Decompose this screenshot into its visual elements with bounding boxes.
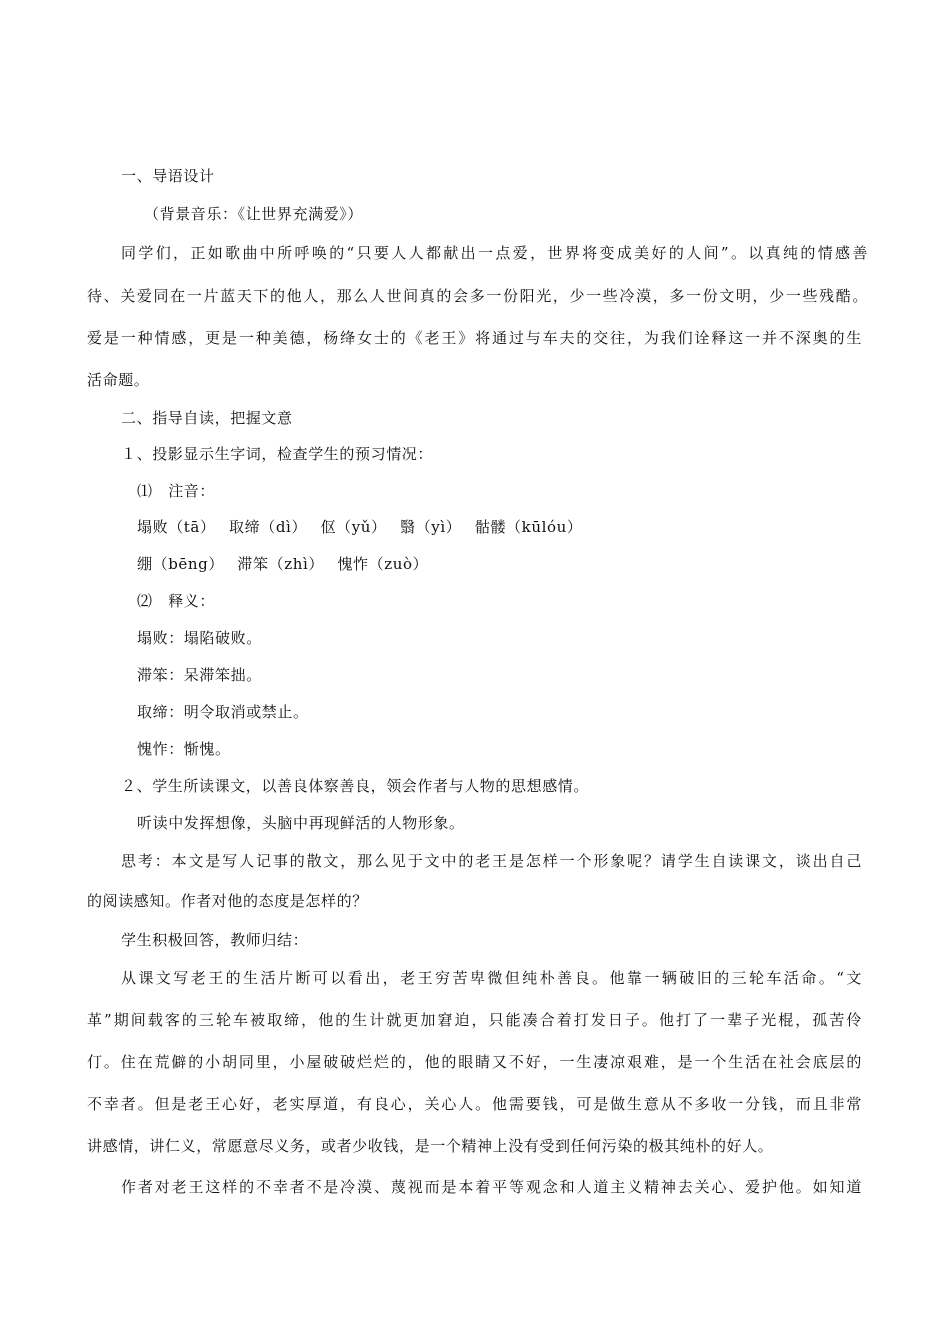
think-paragraph-line: 思考：本文是写人记事的散文，那么见于文中的老王是怎样一个形象呢？请学生自读课文，谈出自己 [121, 852, 862, 870]
definition-line: 取缔：明令取消或禁止。 [137, 703, 309, 721]
pronunciation-heading: ⑴ 注音： [137, 482, 216, 500]
answer-paragraph-line: 仃。住在荒僻的小胡同里，小屋破破烂烂的，他的眼睛又不好，一生凄凉艰难，是一个生活在社会底层的 [87, 1053, 862, 1071]
answer-paragraph-line: 革”期间载客的三轮车被取缔，他的生计就更加窘迫，只能凑合着打发日子。他打了一辈子光棍，孤苦伶 [87, 1011, 862, 1029]
definition-line: 滞笨：呆滞笨拙。 [137, 666, 262, 684]
definition-line: 愧怍：惭愧。 [137, 740, 231, 758]
pronunciation-line: 绷（bēng） 滞笨（zhì） 愧怍（zuò） [137, 555, 429, 573]
answer-paragraph-line: 从课文写老王的生活片断可以看出，老王穷苦卑微但纯朴善良。他靠一辆破旧的三轮车活命。“文 [121, 969, 862, 987]
answer-paragraph-line: 不幸者。但是老王心好，老实厚道，有良心，关心人。他需要钱，可是做生意从不多收一分钱，而且非常 [87, 1095, 862, 1113]
intro-paragraph-line: 待、关爱同在一片蓝天下的他人，那么人世间真的会多一份阳光，少一些冷漠，多一份文明，少一些残酷。 [87, 287, 868, 305]
list-item-2: ２、学生所读课文，以善良体察善良，领会作者与人物的思想感情。 [121, 777, 590, 795]
intro-paragraph-line: 同学们，正如歌曲中所呼唤的“只要人人都献出一点爱，世界将变成美好的人间”。以真纯的情感善 [121, 244, 868, 262]
answer-intro: 学生积极回答，教师归结： [121, 931, 309, 949]
section-heading-1: 一、导语设计 [121, 167, 215, 185]
closing-paragraph-line: 作者对老王这样的不幸者不是冷漠、蔑视而是本着平等观念和人道主义精神去关心、爱护他。如知道 [121, 1178, 862, 1196]
list-item-2-sub: 听读中发挥想像，头脑中再现鲜活的人物形象。 [137, 814, 465, 832]
section-heading-2: 二、指导自读，把握文意 [121, 409, 293, 427]
pronunciation-line: 塌败（tā） 取缔（dì） 伛（yǔ） 翳（yì） 骷髅（kūlóu） [137, 518, 583, 536]
answer-paragraph-line: 讲感情，讲仁义，常愿意尽义务，或者少收钱，是一个精神上没有受到任何污染的极其纯朴的好人。 [87, 1137, 774, 1155]
definition-line: 塌败：塌陷破败。 [137, 629, 262, 647]
definition-heading: ⑵ 释义： [137, 592, 216, 610]
intro-paragraph-line: 活命题。 [87, 371, 150, 389]
intro-paragraph-line: 爱是一种情感，更是一种美德，杨绛女士的《老王》将通过与车夫的交往，为我们诠释这一并不深奥的生 [87, 329, 862, 347]
background-music-note: （背景音乐：《让世界充满爱》） [144, 205, 364, 223]
list-item-1: １、投影显示生字词，检查学生的预习情况： [121, 445, 434, 463]
think-paragraph-line: 的阅读感知。作者对他的态度是怎样的？ [87, 892, 368, 910]
